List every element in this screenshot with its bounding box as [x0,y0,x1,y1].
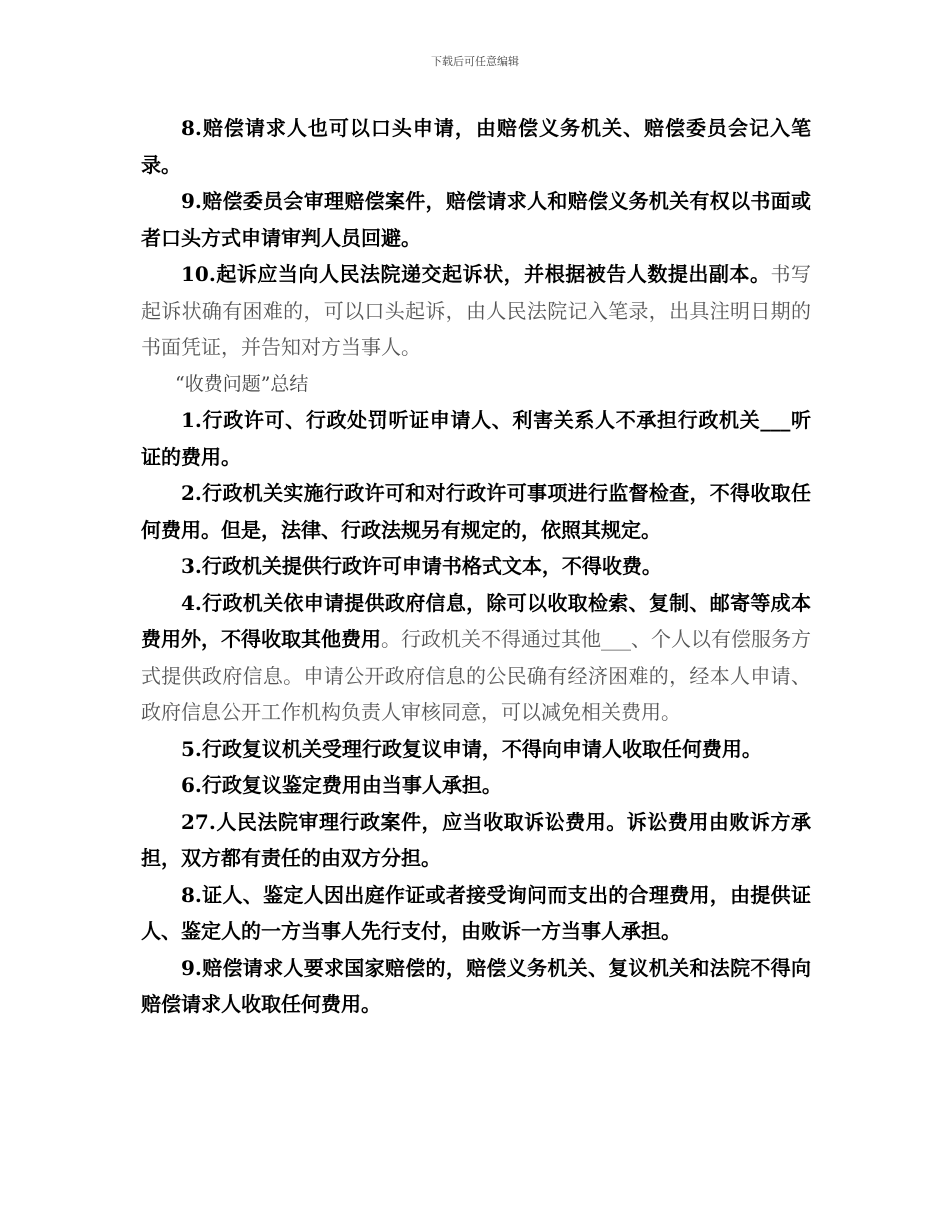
paragraph-bold-text: 9.赔偿委员会审理赔偿案件，赔偿请求人和赔偿义务机关有权以书面或者口头方式申请审判人员回避。 [141,189,811,250]
paragraph-bold-text: 3.行政机关提供行政许可申请书格式文本，不得收费。 [181,554,662,578]
paragraph-bold-text: 2.行政机关实施行政许可和对行政许可事项进行监督检查，不得收取任何费用。但是，法律、行政法规另有规定的，依照其规定。 [141,481,811,542]
section-heading: “收费问题”总结 [175,372,309,395]
paragraph-bold-text: 9.赔偿请求人要求国家赔偿的，赔偿义务机关、复议机关和法院不得向赔偿请求人收取任何费用。 [141,955,811,1016]
fee-paragraph [141,402,811,475]
fee-paragraph [141,731,811,768]
paragraph-bold-text: 5.行政复议机关受理行政复议申请，不得向申请人收取任何费用。 [181,736,762,761]
paragraph-bold-text: 4.行政机关依申请提供政府信息，除可以收取检索、复制、邮寄等成本费用外，不得收取其他费用 [141,590,811,651]
paragraph [141,110,811,183]
page-header: 下载后可任意编辑 [431,55,519,68]
paragraph-normal-text: 。行政机关不得通过其他___、个人以有偿服务方式提供政府信息。申请公开政府信息的公民确有经济困难的，经本人申请、政府信息公开工作机构负责人审核同意，可以减免相关费用。 [141,627,811,724]
paragraph-bold-text: 10.起诉应当向人民法院递交起诉状，并根据被告人数提出副本。 [181,262,771,286]
fee-paragraph [141,804,811,877]
fee-paragraph [141,475,811,548]
fee-paragraph [141,585,811,731]
paragraph [141,183,811,256]
fee-paragraph [141,548,811,585]
fee-paragraph [141,877,811,950]
fee-paragraph [141,950,811,1023]
document-body [141,110,811,1023]
paragraph-bold-text: 6.行政复议鉴定费用由当事人承担。 [181,773,502,797]
paragraph-bold-text: 27.人民法院审理行政案件，应当收取诉讼费用。诉讼费用由败诉方承担，双方都有责任的由双方分担。 [141,809,811,870]
paragraph [141,256,811,366]
fee-paragraph [141,767,811,804]
paragraph-bold-text: 8.证人、鉴定人因出庭作证或者接受询问而支出的合理费用，由提供证人、鉴定人的一方当事人先行支付，由败诉一方当事人承担。 [141,882,811,943]
paragraph-normal-text: 书写起诉状确有困难的，可以口头起诉，由人民法院记入笔录，出具注明日期的书面凭证，并告知对方当事人。 [141,262,812,359]
paragraph-bold-text: 8.赔偿请求人也可以口头申请，由赔偿义务机关、赔偿委员会记入笔录。 [141,116,811,177]
paragraph-bold-text: 1.行政许可、行政处罚听证申请人、利害关系人不承担行政机关___听证的费用。 [141,408,811,469]
